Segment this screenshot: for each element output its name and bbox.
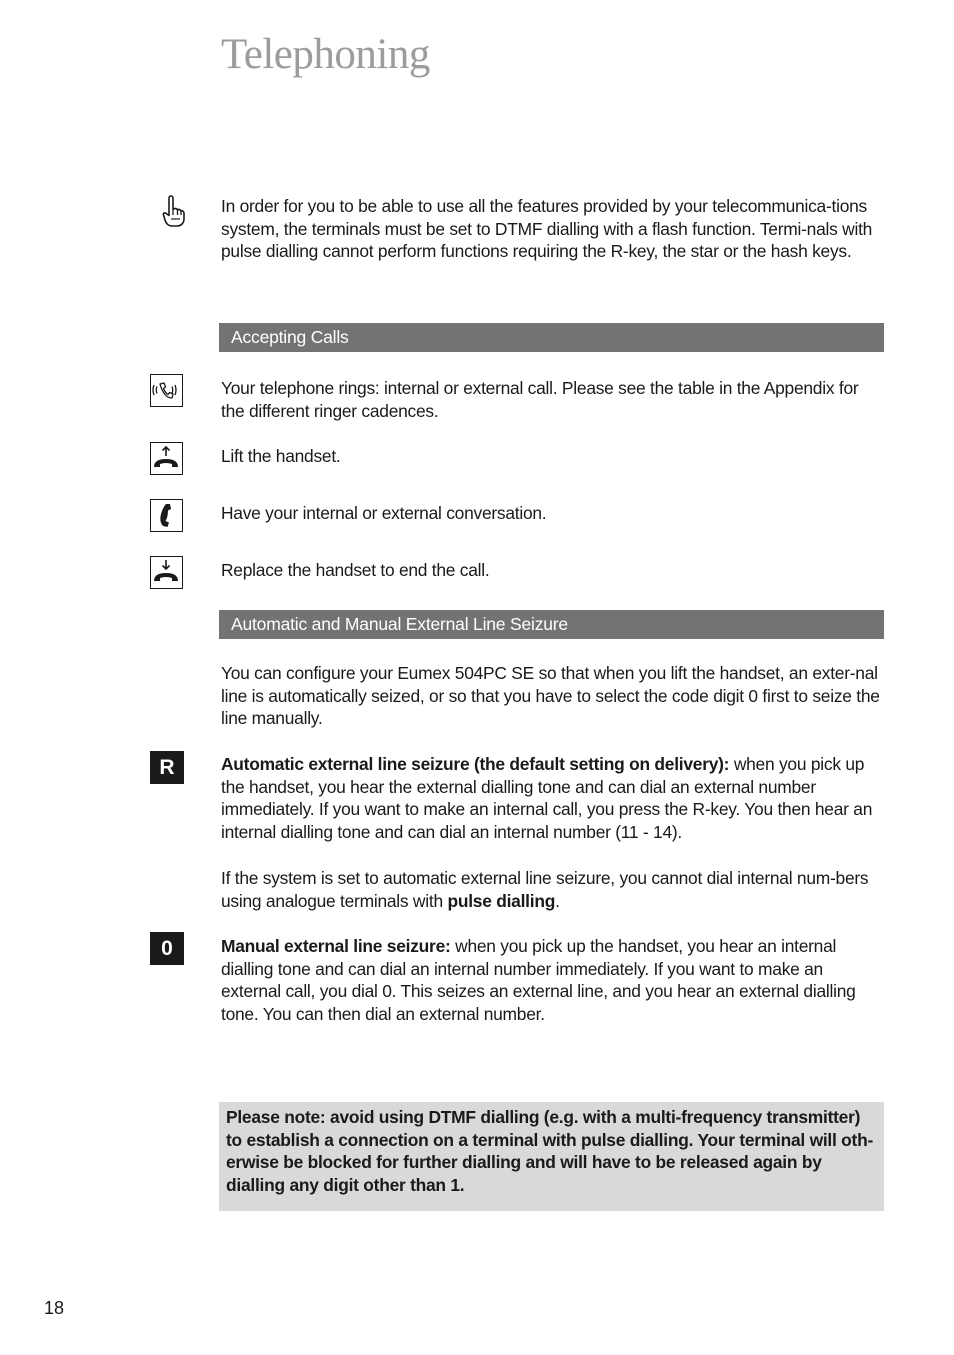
ringing-phone-icon bbox=[150, 374, 183, 407]
manual-seizure-paragraph bbox=[221, 935, 884, 1026]
section-heading-accepting-calls: Accepting Calls bbox=[219, 323, 884, 352]
manual-seizure-text: when you pick up the handset, you hear an internal dialling tone and can dial an internal number immediately. If you want to make an external call, you dial 0. This seizes an external line, and you hear an external dialling tone. You can then dial an external number. bbox=[221, 936, 856, 1025]
step-replace-text: Replace the handset to end the call. bbox=[221, 560, 490, 580]
pulse-dialling-paragraph bbox=[221, 867, 884, 912]
r-key-icon: R bbox=[150, 751, 184, 784]
manual-seizure-label: Manual external line seizure: bbox=[221, 936, 451, 956]
pulse-note-end: . bbox=[555, 890, 560, 911]
pulse-dialling-term: pulse dialling bbox=[447, 890, 556, 911]
zero-key-icon: 0 bbox=[150, 932, 184, 965]
lift-handset-icon bbox=[150, 442, 183, 475]
handset-conversation-icon bbox=[150, 499, 183, 532]
step-ring-text: Your telephone rings: internal or external call. Please see the table in the Appendix for the different ringer cadences. bbox=[221, 378, 859, 421]
replace-handset-icon bbox=[150, 556, 183, 589]
pointing-hand-icon bbox=[160, 194, 188, 228]
section-heading-line-seizure: Automatic and Manual External Line Seizure bbox=[219, 610, 884, 639]
line-seizure-intro: You can configure your Eumex 504PC SE so that when you lift the handset, an exter-nal line is automatically seized, or so that you have to select the code digit 0 first to seize the line manually. bbox=[221, 663, 880, 729]
automatic-seizure-text: when you pick up the handset, you hear the external dialling tone and can dial an external number immediately. If you want to make an internal call, you press the R-key. You then hear an internal dialling tone and can dial an internal number (11 - 14). bbox=[221, 754, 873, 843]
intro-text: In order for you to be able to use all the features provided by your telecommunica-tions system, the terminals must be set to DTMF dialling with a flash function. Termi-nals with pulse dialling cannot perform functions requiring the R-key, the star or the hash keys. bbox=[221, 196, 873, 262]
step-conversation-text: Have your internal or external conversation. bbox=[221, 503, 547, 523]
please-note-text: Please note: avoid using DTMF dialling (e.g. with a multi-frequency transmitter) to establish a connection on a terminal with pulse dialling. Your terminal will oth-erwise be blocked for further dialling and will have to be released again by dialling any digit other than 1. bbox=[226, 1107, 874, 1196]
automatic-seizure-label: Automatic external line seizure (the default setting on delivery): bbox=[221, 754, 730, 774]
step-lift-text: Lift the handset. bbox=[221, 446, 341, 466]
please-note-box bbox=[219, 1102, 884, 1211]
automatic-seizure-paragraph bbox=[221, 753, 884, 844]
pulse-note-text: If the system is set to automatic external line seizure, you cannot dial internal num-bers using analogue terminals with bbox=[221, 868, 869, 911]
page-title: Telephoning bbox=[221, 31, 430, 78]
page-number: 18 bbox=[44, 1298, 65, 1318]
